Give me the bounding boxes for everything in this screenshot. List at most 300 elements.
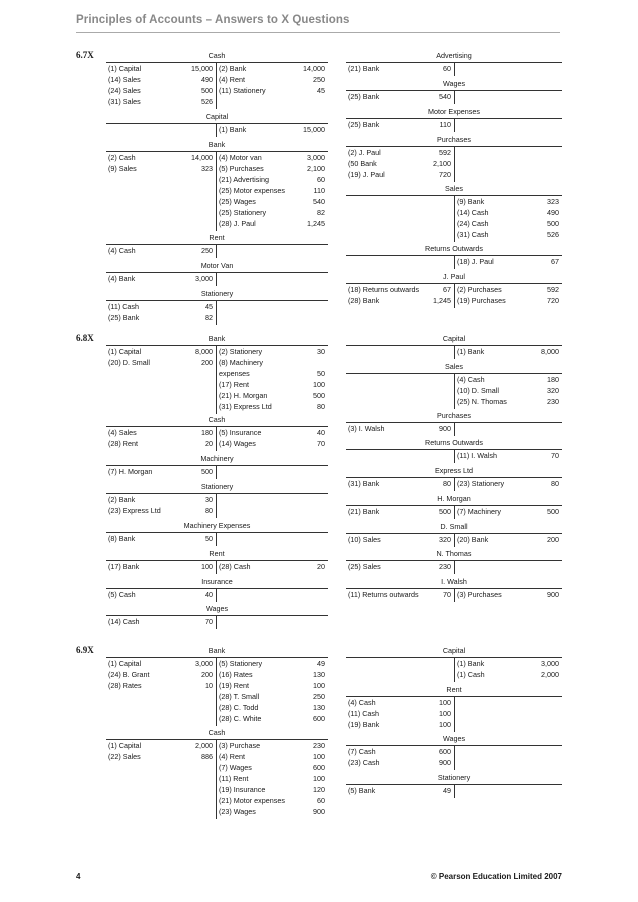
credit-entry [217, 691, 328, 702]
t-account-divider [216, 245, 217, 258]
debit-entry [346, 423, 454, 434]
entry-description: (25) Bank [348, 92, 380, 101]
entry-amount: 2,000 [195, 741, 213, 750]
entry-amount: 3,000 [541, 659, 559, 668]
entry-amount: 2,000 [541, 670, 559, 679]
t-account-body [346, 373, 562, 409]
entry-amount: 490 [201, 75, 213, 84]
debit-entry [346, 478, 454, 489]
entry-description: (28) Bank [348, 296, 380, 305]
debit-side [106, 427, 216, 449]
t-account-body [106, 493, 328, 518]
t-account-body [106, 739, 328, 819]
debit-entry [106, 312, 216, 323]
account-title: Wages [442, 79, 466, 88]
credit-entry [455, 229, 562, 240]
account-title: Motor Expenses [428, 107, 480, 116]
entry-description: (24) Cash [457, 219, 489, 228]
t-account-divider [216, 616, 217, 629]
credit-entry [455, 218, 562, 229]
account-title: H. Morgan [437, 494, 471, 503]
debit-entry [106, 494, 216, 505]
credit-entry [217, 368, 328, 379]
entry-amount: 1,245 [433, 296, 451, 305]
account-title: Express Ltd [435, 466, 473, 475]
account-title: Sales [445, 362, 463, 371]
entry-amount: 100 [313, 681, 325, 690]
debit-entry [346, 785, 454, 796]
header-rule [76, 32, 560, 33]
question-label: 6.7X [76, 50, 94, 60]
credit-entry [455, 196, 562, 207]
t-account-body [106, 123, 328, 137]
entry-description: (11) Returns outwards [348, 590, 419, 599]
debit-entry [346, 506, 454, 517]
ledger-account [106, 603, 328, 629]
credit-entry [455, 295, 562, 306]
entry-amount: 20 [317, 562, 325, 571]
debit-entry [346, 158, 454, 169]
debit-entry [346, 169, 454, 180]
debit-side [106, 346, 216, 368]
entry-description: (25) N. Thomas [457, 397, 507, 406]
entry-amount: 130 [313, 703, 325, 712]
entry-amount: 886 [201, 752, 213, 761]
entry-description: (18) Returns outwards [348, 285, 420, 294]
entry-description: (7) Wages [219, 763, 252, 772]
account-title: Capital [442, 646, 466, 655]
t-account-divider [216, 494, 217, 518]
entry-amount: 15,000 [303, 125, 325, 134]
account-title: Rent [209, 233, 225, 242]
entry-description: (2) Stationery [219, 347, 263, 356]
entry-description: (23) Cash [348, 758, 380, 767]
entry-description: (19) J. Paul [348, 170, 385, 179]
debit-side [106, 63, 216, 107]
entry-amount: 230 [313, 741, 325, 750]
ledger-account [346, 548, 562, 574]
credit-entry [455, 669, 562, 680]
entry-description: (1) Cash [457, 670, 485, 679]
ledger-account [106, 481, 328, 518]
debit-side [346, 63, 454, 74]
account-title: Advertising [436, 51, 472, 60]
credit-entry [217, 806, 328, 817]
debit-side [106, 273, 216, 284]
debit-entry [346, 119, 454, 130]
entry-amount: 67 [551, 257, 559, 266]
entry-description: (18) J. Paul [457, 257, 494, 266]
debit-entry [346, 91, 454, 102]
debit-side [106, 533, 216, 544]
entry-description: (19) Bank [348, 720, 380, 729]
credit-side [217, 346, 328, 412]
credit-entry [217, 357, 328, 368]
entry-description: (5) Bank [348, 786, 376, 795]
debit-entry [106, 152, 216, 163]
entry-description: (2) J. Paul [348, 148, 381, 157]
credit-entry [217, 773, 328, 784]
entry-description: (23) Express Ltd [108, 506, 161, 515]
credit-entry [217, 740, 328, 751]
entry-description: (24) B. Grant [108, 670, 150, 679]
t-account-body [346, 449, 562, 463]
account-title: Bank [208, 646, 226, 655]
debit-side [106, 245, 216, 256]
debit-side [346, 561, 454, 572]
entry-amount: 60 [443, 64, 451, 73]
entry-description: (2) Purchases [457, 285, 502, 294]
debit-entry [106, 589, 216, 600]
t-account-body [346, 745, 562, 770]
t-account-body [346, 195, 562, 242]
t-account-body [106, 426, 328, 451]
credit-side [217, 561, 328, 572]
entry-description: (19) Insurance [219, 785, 266, 794]
t-account-body [346, 62, 562, 76]
account-title: Returns Outwards [425, 438, 483, 447]
account-title: Insurance [201, 577, 233, 586]
entry-amount: 526 [547, 230, 559, 239]
debit-side [346, 284, 454, 306]
entry-description: (3) I. Walsh [348, 424, 385, 433]
debit-entry [106, 163, 216, 174]
t-account-divider [454, 746, 455, 770]
credit-side [455, 506, 562, 517]
t-account-body [346, 533, 562, 547]
entry-description: (4) Sales [108, 428, 137, 437]
entry-description: (14) Wages [219, 439, 256, 448]
credit-entry [217, 751, 328, 762]
credit-entry [455, 207, 562, 218]
ledger-account [346, 361, 562, 409]
entry-amount: 500 [547, 219, 559, 228]
account-title: Rent [209, 549, 225, 558]
entry-amount: 110 [313, 186, 325, 195]
entry-amount: 80 [551, 479, 559, 488]
credit-entry [455, 506, 562, 517]
entry-description: (21) H. Morgan [219, 391, 268, 400]
entry-description: (3) Purchases [457, 590, 502, 599]
debit-entry [346, 295, 454, 306]
entry-amount: 900 [313, 807, 325, 816]
credit-entry [217, 702, 328, 713]
credit-entry [217, 185, 328, 196]
ledger-account [346, 465, 562, 491]
entry-description: (1) Bank [457, 347, 485, 356]
entry-amount: 30 [205, 495, 213, 504]
entry-description: (1) Capital [108, 741, 142, 750]
debit-entry [106, 740, 216, 751]
entry-amount: 130 [313, 670, 325, 679]
debit-entry [346, 589, 454, 600]
entry-amount: 100 [439, 709, 451, 718]
entry-description: (4) Rent [219, 752, 245, 761]
ledger-account [106, 139, 328, 231]
credit-entry [217, 152, 328, 163]
account-title: Capital [205, 112, 229, 121]
entry-amount: 50 [205, 534, 213, 543]
account-title: Capital [442, 334, 466, 343]
t-account-body [346, 422, 562, 436]
entry-amount: 323 [201, 164, 213, 173]
entry-description: (23) Stationery [457, 479, 505, 488]
entry-amount: 60 [317, 175, 325, 184]
entry-amount: 230 [547, 397, 559, 406]
entry-description: (5) Purchases [219, 164, 264, 173]
entry-description: (21) Motor expenses [219, 796, 285, 805]
credit-entry [217, 196, 328, 207]
ledger-account [346, 493, 562, 519]
entry-description: (28) Rent [108, 439, 138, 448]
credit-side [455, 196, 562, 240]
account-title: Wages [442, 734, 466, 743]
debit-entry [346, 534, 454, 545]
t-account-body [106, 151, 328, 231]
account-title: Motor Van [200, 261, 234, 270]
entry-description: (28) Rates [108, 681, 142, 690]
ledger-account [106, 232, 328, 258]
entry-amount: 100 [313, 380, 325, 389]
debit-entry [106, 245, 216, 256]
credit-entry [217, 207, 328, 218]
entry-amount: 200 [201, 670, 213, 679]
t-account-body [106, 345, 328, 414]
t-account-divider [216, 273, 217, 286]
entry-description: (25) Sales [348, 562, 381, 571]
entry-amount: 500 [201, 467, 213, 476]
credit-entry [217, 174, 328, 185]
t-account-body [106, 244, 328, 258]
entry-description: (23) Wages [219, 807, 256, 816]
t-account-body [106, 300, 328, 325]
credit-entry [217, 427, 328, 438]
credit-side [455, 346, 562, 357]
ledger-account [106, 111, 328, 137]
entry-amount: 14,000 [191, 153, 213, 162]
entry-amount: 70 [317, 439, 325, 448]
ledger-account [106, 414, 328, 451]
credit-entry [217, 561, 328, 572]
ledger-account [346, 243, 562, 269]
entry-amount: 100 [439, 698, 451, 707]
account-title: Machinery Expenses [183, 521, 251, 530]
debit-entry [346, 719, 454, 730]
t-account-body [346, 696, 562, 732]
entry-amount: 526 [201, 97, 213, 106]
account-title: Cash [208, 51, 226, 60]
debit-entry [106, 616, 216, 627]
credit-entry [455, 658, 562, 669]
t-account-body [346, 90, 562, 104]
entry-description: (11) Cash [348, 709, 380, 718]
ledger-account [106, 288, 328, 325]
entry-description: (25) Stationery [219, 208, 267, 217]
entry-amount: 900 [439, 424, 451, 433]
credit-entry [217, 390, 328, 401]
debit-entry [106, 438, 216, 449]
entry-amount: 540 [313, 197, 325, 206]
entry-description: (20) Bank [457, 535, 489, 544]
debit-entry [106, 357, 216, 368]
entry-description: (31) Sales [108, 97, 141, 106]
account-title: J. Paul [443, 272, 465, 281]
debit-entry [106, 63, 216, 74]
ledger-account [346, 106, 562, 132]
entry-amount: 500 [201, 86, 213, 95]
entry-amount: 323 [547, 197, 559, 206]
entry-description: (11) Cash [108, 302, 140, 311]
t-account-divider [454, 91, 455, 104]
entry-amount: 720 [439, 170, 451, 179]
account-title: Bank [208, 140, 226, 149]
entry-description: (19) Rent [219, 681, 249, 690]
credit-side [455, 534, 562, 545]
entry-description: (4) Rent [219, 75, 245, 84]
entry-description: (5) Cash [108, 590, 136, 599]
entry-description: (2) Cash [108, 153, 136, 162]
entry-amount: 100 [439, 720, 451, 729]
debit-entry [346, 757, 454, 768]
ledger-account [106, 520, 328, 546]
debit-entry [106, 96, 216, 107]
entry-amount: 70 [551, 451, 559, 460]
entry-description: (4) Motor van [219, 153, 262, 162]
ledger-account [346, 684, 562, 732]
question-label: 6.8X [76, 333, 94, 343]
credit-entry [455, 450, 562, 461]
entry-description: (11) I. Walsh [457, 451, 497, 460]
entry-description: (8) Machinery [219, 358, 263, 367]
ledger-account [106, 333, 328, 414]
credit-entry [217, 680, 328, 691]
debit-entry [106, 273, 216, 284]
account-title: Stationery [200, 482, 234, 491]
entry-amount: 15,000 [191, 64, 213, 73]
credit-entry [217, 74, 328, 85]
credit-entry [217, 85, 328, 96]
credit-side [455, 284, 562, 306]
t-account-body [106, 615, 328, 629]
debit-entry [106, 301, 216, 312]
ledger-account [346, 78, 562, 104]
credit-entry [455, 534, 562, 545]
debit-side [106, 561, 216, 572]
debit-side [346, 478, 454, 489]
entry-description: (11) Stationery [219, 86, 266, 95]
ledger-account [346, 134, 562, 182]
entry-amount: 82 [205, 313, 213, 322]
entry-description: (14) Cash [108, 617, 140, 626]
entry-description: (1) Bank [457, 659, 485, 668]
credit-side [217, 740, 328, 817]
debit-side [346, 785, 454, 796]
ledger-account [346, 50, 562, 76]
credit-entry [455, 589, 562, 600]
entry-amount: 70 [205, 617, 213, 626]
entry-description: (5) Stationery [219, 659, 263, 668]
ledger-account [106, 727, 328, 819]
account-title: Stationery [200, 289, 234, 298]
entry-description: (5) Insurance [219, 428, 262, 437]
ledger-account [106, 260, 328, 286]
debit-entry [106, 533, 216, 544]
debit-entry [106, 751, 216, 762]
account-title: Sales [445, 184, 463, 193]
ledger-account [106, 50, 328, 109]
ledger-account [346, 521, 562, 547]
ledger-account [346, 576, 562, 602]
entry-description: (31) Cash [457, 230, 489, 239]
account-title: Returns Outwards [425, 244, 483, 253]
t-account-body [106, 657, 328, 726]
account-title: Stationery [437, 773, 471, 782]
credit-entry [455, 478, 562, 489]
account-title: I. Walsh [441, 577, 467, 586]
account-title: D. Small [440, 522, 468, 531]
entry-amount: 40 [205, 590, 213, 599]
entry-description: (4) Bank [108, 274, 136, 283]
entry-amount: 60 [317, 796, 325, 805]
debit-side [346, 423, 454, 434]
entry-description: expenses [219, 369, 250, 378]
account-title: Cash [208, 415, 226, 424]
t-account-body [346, 784, 562, 798]
entry-description: (21) Bank [348, 64, 380, 73]
page-number: 4 [76, 872, 81, 881]
credit-entry [217, 658, 328, 669]
t-account-body [346, 560, 562, 574]
credit-side [455, 589, 562, 600]
entry-amount: 8,000 [541, 347, 559, 356]
entry-description: (14) Cash [457, 208, 489, 217]
debit-side [106, 152, 216, 174]
entry-description: (25) Motor expenses [219, 186, 285, 195]
debit-entry [106, 466, 216, 477]
debit-side [106, 658, 216, 691]
question-label: 6.9X [76, 645, 94, 655]
t-account-divider [454, 785, 455, 798]
entry-description: (10) D. Small [457, 386, 499, 395]
entry-amount: 49 [443, 786, 451, 795]
credit-entry [455, 256, 562, 267]
entry-amount: 600 [439, 747, 451, 756]
entry-amount: 100 [313, 774, 325, 783]
account-title: Rent [446, 685, 462, 694]
entry-description: (2) Bank [108, 495, 136, 504]
entry-description: (1) Capital [108, 347, 142, 356]
t-account-body [346, 477, 562, 491]
entry-amount: 180 [547, 375, 559, 384]
debit-side [106, 616, 216, 627]
entry-amount: 320 [547, 386, 559, 395]
entry-description: (1) Bank [219, 125, 247, 134]
t-account-body [346, 345, 562, 359]
ledger-account [106, 645, 328, 726]
debit-side [346, 506, 454, 517]
debit-side [346, 119, 454, 130]
entry-amount: 100 [313, 752, 325, 761]
debit-side [346, 147, 454, 180]
credit-side [455, 374, 562, 407]
credit-entry [217, 346, 328, 357]
entry-amount: 14,000 [303, 64, 325, 73]
entry-description: (31) Express Ltd [219, 402, 272, 411]
credit-entry [217, 713, 328, 724]
credit-entry [455, 396, 562, 407]
account-title: Wages [205, 604, 229, 613]
entry-amount: 80 [317, 402, 325, 411]
